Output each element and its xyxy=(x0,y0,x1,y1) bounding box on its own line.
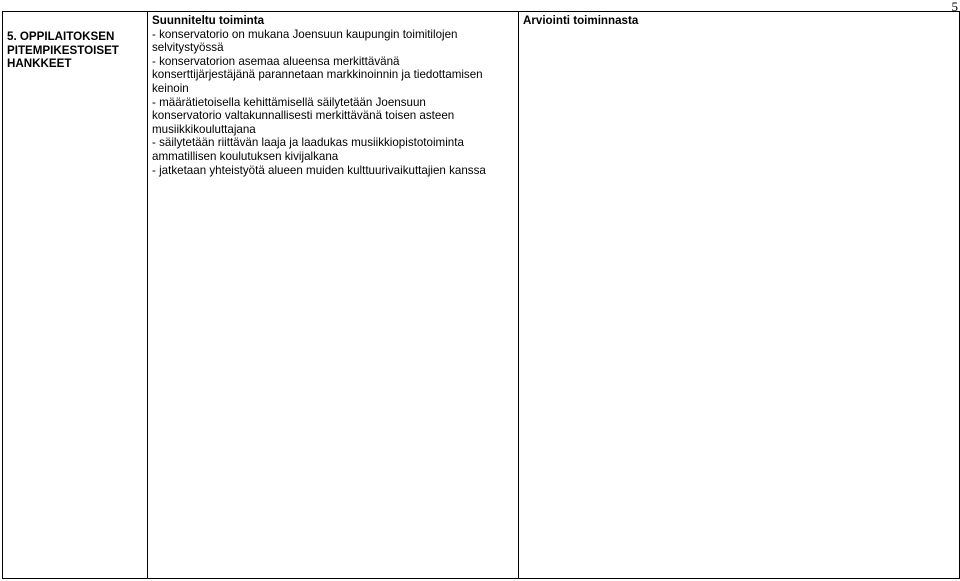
section-title: 5. OPPILAITOKSEN PITEMPIKESTOISET HANKKEET xyxy=(7,30,119,71)
planned-cell xyxy=(148,12,519,579)
list-item: - säilytetään riittävän laaja ja laadukas musiikkiopistotoiminta ammatillisen koulutuksen kivijalkana xyxy=(152,136,464,163)
page-number: 5 xyxy=(951,0,958,14)
evaluation-cell xyxy=(519,12,960,579)
section-cell xyxy=(3,12,148,579)
table-row xyxy=(3,12,960,579)
list-item: - konservatorion asemaa alueensa merkittävänä konserttijärjestäjänä parannetaan markkinoinnin ja tiedottamisen keinoin xyxy=(152,54,483,95)
planned-list xyxy=(152,28,518,178)
list-item: - jatketaan yhteistyötä alueen muiden kulttuurivaikuttajien kanssa xyxy=(152,163,486,177)
evaluation-heading: Arviointi toiminnasta xyxy=(523,14,639,27)
plan-table xyxy=(2,11,960,579)
list-item: - määrätietoisella kehittämisellä säilytetään Joensuun konservatorio valtakunnallisesti merkittävänä toisen asteen musiikkikouluttajana xyxy=(152,95,455,136)
list-item: - konservatorio on mukana Joensuun kaupungin toimitilojen selvitystyössä xyxy=(152,27,458,55)
planned-heading: Suunniteltu toiminta xyxy=(152,14,265,27)
